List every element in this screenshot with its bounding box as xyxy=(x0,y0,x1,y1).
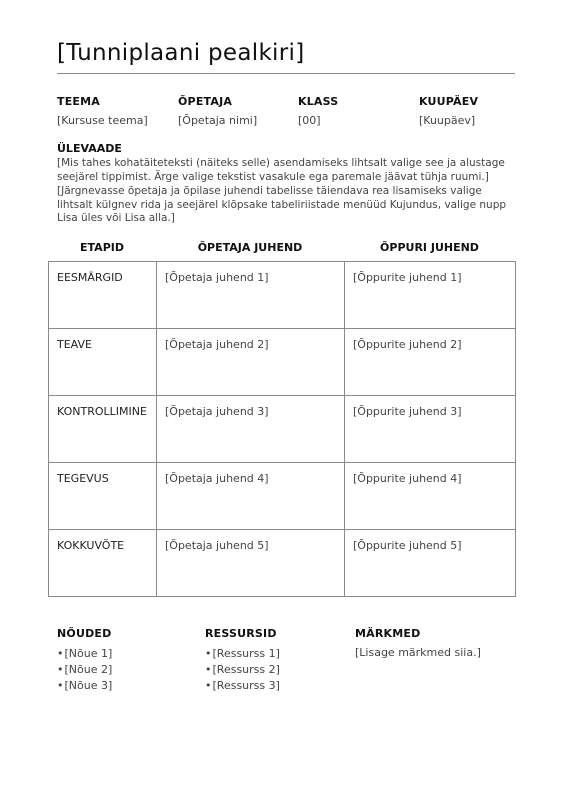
page-title: [Tunniplaani pealkiri] xyxy=(57,40,305,66)
learner-guide-cell[interactable]: [Õppurite juhend 4] xyxy=(345,463,516,530)
meta-class-value[interactable]: [00] xyxy=(298,114,321,127)
column-header-teacher-guide: ÕPETAJA JUHEND xyxy=(197,241,303,254)
bullet-icon: • xyxy=(57,663,64,676)
requirements-section xyxy=(57,627,197,694)
meta-date xyxy=(419,95,534,127)
learner-guide-cell[interactable]: [Õppurite juhend 2] xyxy=(345,329,516,396)
meta-date-value[interactable]: [Kuupäev] xyxy=(419,114,476,127)
requirement-text: [Nõue 3] xyxy=(64,679,113,692)
teacher-guide-cell[interactable]: [Õpetaja juhend 4] xyxy=(157,463,345,530)
resources-heading: RESSURSID xyxy=(205,627,277,640)
resources-list xyxy=(205,646,345,694)
requirements-list xyxy=(57,646,197,694)
table-row xyxy=(49,262,516,329)
table-row xyxy=(49,329,516,396)
requirements-heading: NÕUDED xyxy=(57,627,112,640)
meta-topic-value[interactable]: [Kursuse teema] xyxy=(57,114,148,127)
bullet-icon: • xyxy=(205,679,212,692)
bullet-icon: • xyxy=(57,647,64,660)
stage-cell: EESMÄRGID xyxy=(49,262,157,329)
stage-cell: KOKKUVÕTE xyxy=(49,530,157,597)
meta-teacher-value[interactable]: [Õpetaja nimi] xyxy=(178,114,258,127)
resource-text: [Ressurss 1] xyxy=(212,647,280,660)
list-item[interactable] xyxy=(57,646,197,662)
resource-text: [Ressurss 2] xyxy=(212,663,280,676)
table-row xyxy=(49,463,516,530)
meta-topic-label: TEEMA xyxy=(57,95,100,108)
notes-text[interactable]: [Lisage märkmed siia.] xyxy=(355,646,481,659)
column-header-stages: ETAPID xyxy=(80,241,124,254)
list-item[interactable] xyxy=(205,662,345,678)
bullet-icon: • xyxy=(205,663,212,676)
meta-topic xyxy=(57,95,172,127)
notes-heading: MÄRKMED xyxy=(355,627,421,640)
bullet-icon: • xyxy=(57,679,64,692)
bullet-icon: • xyxy=(205,647,212,660)
meta-class xyxy=(298,95,413,127)
resource-text: [Ressurss 3] xyxy=(212,679,280,692)
teacher-guide-cell[interactable]: [Õpetaja juhend 5] xyxy=(157,530,345,597)
resources-section xyxy=(205,627,345,694)
teacher-guide-cell[interactable]: [Õpetaja juhend 3] xyxy=(157,396,345,463)
meta-teacher-label: ÕPETAJA xyxy=(178,95,233,108)
guide-table xyxy=(48,261,516,597)
title-divider xyxy=(57,73,515,74)
meta-date-label: KUUPÄEV xyxy=(419,95,479,108)
requirement-text: [Nõue 1] xyxy=(64,647,113,660)
list-item[interactable] xyxy=(57,662,197,678)
notes-section xyxy=(355,627,515,659)
list-item[interactable] xyxy=(205,646,345,662)
column-header-learner-guide: ÕPPURI JUHEND xyxy=(380,241,479,254)
overview-paragraph-2[interactable]: [Järgnevasse õpetaja ja õpilase juhendi tabelisse täiendava rea lisamiseks valige lihtsalt külgnev rida ja seejärel klõpsake tabeliriistade menüüd Kujundus, valige nupp Lisa üles või Lisa alla.] xyxy=(57,185,507,224)
table-row xyxy=(49,530,516,597)
meta-class-label: KLASS xyxy=(298,95,339,108)
requirement-text: [Nõue 2] xyxy=(64,663,113,676)
teacher-guide-cell[interactable]: [Õpetaja juhend 1] xyxy=(157,262,345,329)
list-item[interactable] xyxy=(205,678,345,694)
learner-guide-cell[interactable]: [Õppurite juhend 1] xyxy=(345,262,516,329)
learner-guide-cell[interactable]: [Õppurite juhend 3] xyxy=(345,396,516,463)
stage-cell: TEGEVUS xyxy=(49,463,157,530)
learner-guide-cell[interactable]: [Õppurite juhend 5] xyxy=(345,530,516,597)
overview-paragraph-1[interactable]: [Mis tahes kohatäiteteksti (näiteks selle) asendamiseks lihtsalt valige see ja alustage seejärel tippimist. Ärge valige tekstist vasakule ega paremale jäävat tühja ruumi.] xyxy=(57,157,505,183)
table-row xyxy=(49,396,516,463)
meta-teacher xyxy=(178,95,293,127)
overview-heading: ÜLEVAADE xyxy=(57,142,122,155)
stage-cell: TEAVE xyxy=(49,329,157,396)
list-item[interactable] xyxy=(57,678,197,694)
stage-cell: KONTROLLIMINE xyxy=(49,396,157,463)
teacher-guide-cell[interactable]: [Õpetaja juhend 2] xyxy=(157,329,345,396)
